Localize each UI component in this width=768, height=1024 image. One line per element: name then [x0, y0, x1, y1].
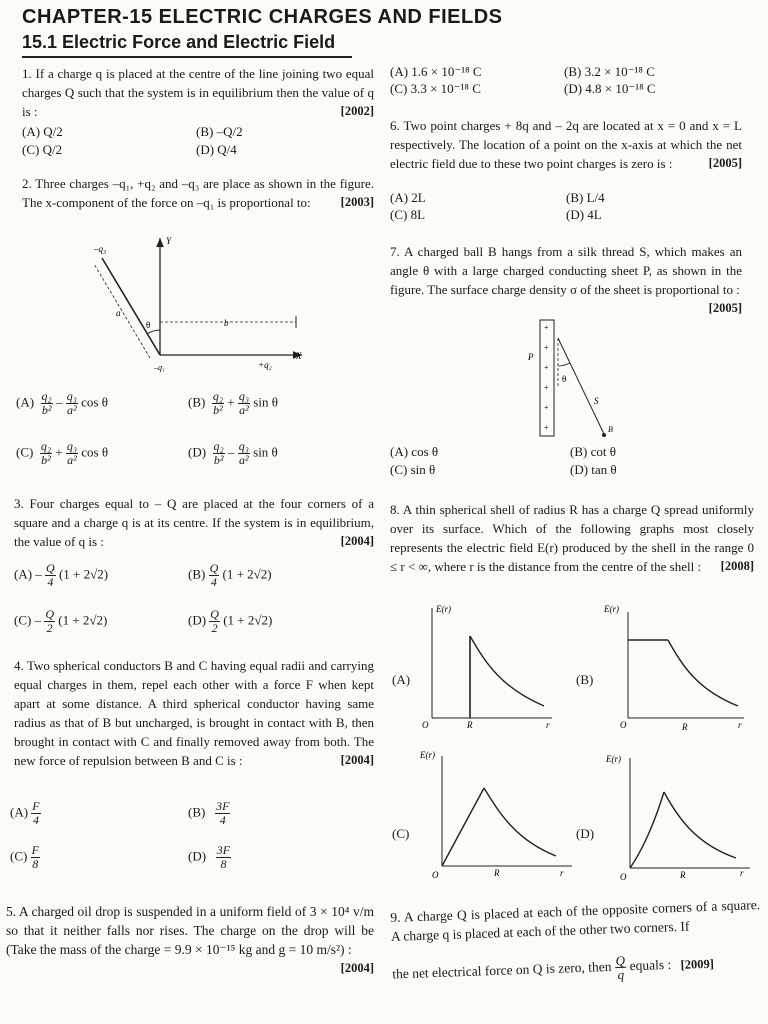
- graph-b-r-mark: R: [682, 722, 688, 732]
- q6-option-b[interactable]: (B) L/4: [566, 190, 605, 205]
- question-6: [390, 116, 742, 173]
- q5-option-a[interactable]: (A) 1.6 × 10⁻¹⁸ C: [390, 64, 482, 79]
- q4-option-c[interactable]: (C) $\frac{F}{8}$: [10, 843, 39, 871]
- q7-option-b[interactable]: (B) cot θ: [570, 444, 616, 459]
- question-2: [22, 174, 374, 212]
- question-7-text: 7. A charged ball B hangs from a silk thread S, which makes an angle θ with a large charged conducting sheet P, as shown in the figure. The surface charge density σ of the sheet is proportional to :: [390, 244, 742, 297]
- question-2-year: [2003]: [340, 195, 374, 209]
- plus-4: +: [544, 383, 549, 392]
- graph-c-r-axis: r: [560, 868, 564, 878]
- graph-d: [604, 748, 754, 884]
- q8-option-b[interactable]: (B): [576, 672, 594, 687]
- label-s: S: [594, 396, 599, 406]
- q2-option-a[interactable]: (A) $\frac{\text{q₂}}{\text{b²}}$ – $\frac{\text{q₃}}{\text{a²}}$ cos θ: [16, 389, 108, 417]
- plus-2: +: [544, 343, 549, 352]
- question-4: [14, 656, 374, 770]
- question-6-text: 6. Two point charges + 8q and – 2q are located at x = 0 and x = L respectively. The location of a point on the x-axis at which the net electric field due to these two point charges is zero is :: [390, 118, 742, 171]
- question-9-year: [2009]: [680, 956, 715, 972]
- q6-option-d[interactable]: (D) 4L: [566, 207, 602, 222]
- chapter-title: CHAPTER-15 ELECTRIC CHARGES AND FIELDS: [22, 6, 503, 28]
- label-theta: θ: [146, 320, 151, 330]
- label-p: P: [528, 352, 534, 362]
- plus-3: +: [544, 363, 549, 372]
- graph-b-origin: O: [620, 720, 627, 730]
- q5-option-b[interactable]: (B) 3.2 × 10⁻¹⁸ C: [564, 64, 655, 79]
- graph-c-ylabel: E(r): [420, 750, 435, 760]
- q8-option-d[interactable]: (D): [576, 826, 595, 841]
- graph-d-ylabel: E(r): [606, 754, 621, 764]
- graph-d-curve: [664, 792, 736, 858]
- silk-thread: [558, 338, 604, 434]
- q1-option-d[interactable]: (D) Q/4: [196, 142, 237, 157]
- question-2-text: 2. Three charges –q₁, +q₂ and –q₃ are place as shown in the figure. The x-component of the force on –q₁ is proportional to:: [22, 176, 374, 210]
- label-y: Y: [166, 236, 172, 246]
- q4-option-d[interactable]: (D) $\frac{3F}{8}$: [188, 843, 231, 871]
- graph-c-rise: [442, 788, 484, 866]
- question-3-text: 3. Four charges equal to – Q are placed at the four corners of a square and a charge q is at its centre. If the system is in equilibrium, the value of q is :: [14, 496, 374, 549]
- question-8: [390, 500, 754, 576]
- graph-a: [416, 602, 556, 734]
- question-9-frac-den: q: [617, 966, 625, 983]
- question-4-text: 4. Two spherical conductors B and C having equal radii and carrying equal charges in them, repel each other with a force F when kept apart at some distance. A third spherical conductor having same radius as that of B but uncharged, is brought in contact with B, then brought in contact with C and finally removed away from both. The new force of repulsion between B and C is :: [14, 658, 374, 768]
- question-4-year: [2004]: [340, 753, 374, 767]
- q4-option-a[interactable]: (A) $\frac{F}{4}$: [10, 799, 40, 827]
- question-5-text: 5. A charged oil drop is suspended in a uniform field of 3 × 10⁴ v/m so that it neither falls nor rises. The charge on the drop will be (Take the mass of the charge = 9.9 × 10⁻¹⁵ kg and g = 10 m/s²) :: [6, 904, 374, 957]
- theta-arc: [147, 330, 160, 334]
- question-7: [390, 242, 742, 318]
- graph-d-r-axis: r: [740, 868, 744, 878]
- q1-option-c[interactable]: (C) Q/2: [22, 142, 63, 157]
- question-6-year: [2005]: [708, 156, 742, 170]
- graph-c-r-mark: R: [494, 868, 500, 878]
- conducting-sheet: [540, 320, 554, 436]
- q4-option-b[interactable]: (B) $\frac{3F}{4}$: [188, 799, 230, 827]
- q3-option-d[interactable]: (D) $\frac{Q}{2}$ (1 + 2√2): [188, 607, 273, 635]
- graph-a-origin: O: [422, 720, 429, 730]
- q3-option-b[interactable]: (B) $\frac{Q}{4}$ (1 + 2√2): [188, 561, 272, 589]
- graph-c: [416, 748, 576, 884]
- question-5: [6, 902, 374, 978]
- graph-b-ylabel: E(r): [604, 604, 619, 614]
- q5-option-c[interactable]: (C) 3.3 × 10⁻¹⁸ C: [390, 81, 481, 96]
- question-1-year: [2002]: [340, 104, 374, 118]
- q1-option-b[interactable]: (B) –Q/2: [196, 124, 243, 139]
- q3-option-c[interactable]: (C) – $\frac{Q}{2}$ (1 + 2√2): [14, 607, 108, 635]
- graph-a-curve: [470, 636, 544, 706]
- question-5-year: [2004]: [340, 961, 374, 975]
- graph-d-origin: O: [620, 872, 627, 882]
- q3-option-a[interactable]: (A) – $\frac{Q}{4}$ (1 + 2√2): [14, 561, 109, 589]
- label-a: a: [116, 308, 121, 318]
- graph-d-r-mark: R: [680, 870, 686, 880]
- question-9-frac-num: Q: [615, 952, 626, 969]
- theta-arc-7: [558, 363, 570, 366]
- graph-d-rise: [630, 792, 664, 868]
- graph-c-curve: [484, 788, 556, 856]
- label-q1: –q₁: [154, 363, 165, 372]
- graph-a-r-mark: R: [467, 720, 473, 730]
- question-1: [22, 64, 374, 121]
- question-8-text: 8. A thin spherical shell of radius R has a charge Q spread uniformly over its surface. Which of the following graphs most closely represents the electric field E(r) produced by the shell in the range 0 ≤ r < ∞, where r is the distance from the centre of the shell :: [390, 502, 754, 574]
- question-8-year: [2008]: [720, 559, 754, 573]
- title-underline: [22, 56, 352, 58]
- q2-option-d[interactable]: (D) $\frac{\text{q₂}}{\text{b²}}$ – $\frac{\text{q₃}}{\text{a²}}$ sin θ: [188, 439, 278, 467]
- plus-1: +: [544, 323, 549, 332]
- q8-option-c[interactable]: (C): [392, 826, 410, 841]
- q6-option-c[interactable]: (C) 8L: [390, 207, 426, 222]
- charge-line: [102, 258, 160, 355]
- plus-5: +: [544, 403, 549, 412]
- q2-option-c[interactable]: (C) $\frac{\text{q₂}}{\text{b²}}$ + $\frac{\text{q₃}}{\text{a²}}$ cos θ: [16, 439, 109, 467]
- graph-c-origin: O: [432, 870, 439, 880]
- q8-option-a[interactable]: (A): [392, 672, 411, 687]
- label-b: b: [224, 318, 229, 328]
- question-1-text: 1. If a charge q is placed at the centre of the line joining two equal charges Q such that the system is in equilibrium then the value of q is :: [22, 66, 374, 119]
- label-q2: +q₂: [258, 360, 272, 370]
- question-9: [390, 895, 763, 989]
- question-7-year: [2005]: [708, 301, 742, 315]
- graph-a-r-axis: r: [546, 720, 550, 730]
- charged-ball: [602, 433, 606, 437]
- graph-b-r-axis: r: [738, 720, 742, 730]
- question-9-text-1: 9. A charge Q is placed at each of the opposite corners of a square. A charge q is placed at each of the other two corners. If: [390, 897, 761, 944]
- label-x: X: [296, 351, 302, 361]
- label-q3: –q₃: [94, 244, 107, 254]
- q5-option-d[interactable]: (D) 4.8 × 10⁻¹⁸ C: [564, 81, 656, 96]
- q2-figure: [80, 230, 310, 375]
- q7-option-d[interactable]: (D) tan θ: [570, 462, 617, 477]
- question-3-year: [2004]: [340, 534, 374, 548]
- q7-option-c[interactable]: (C) sin θ: [390, 462, 436, 477]
- plus-6: +: [544, 423, 549, 432]
- graph-b-curve: [668, 640, 738, 706]
- question-9-line-2: [392, 949, 763, 989]
- q1-option-a[interactable]: (A) Q/2: [22, 124, 63, 139]
- graph-b: [602, 602, 748, 734]
- q7-option-a[interactable]: (A) cos θ: [390, 444, 439, 459]
- q2-option-b[interactable]: (B) $\frac{\text{q₂}}{\text{b²}}$ + $\frac{\text{q₃}}{\text{a²}}$ sin θ: [188, 389, 278, 417]
- section-title: 15.1 Electric Force and Electric Field: [22, 32, 336, 52]
- q6-option-a[interactable]: (A) 2L: [390, 190, 426, 205]
- question-9-text-3: equals :: [629, 956, 672, 974]
- q7-figure: [520, 318, 630, 442]
- graph-a-ylabel: E(r): [436, 604, 451, 614]
- label-theta-7: θ: [562, 374, 567, 384]
- distance-a-marker: [94, 264, 150, 358]
- question-3: [14, 494, 374, 551]
- label-ball-b: B: [608, 425, 613, 434]
- question-9-text-2: the net electrical force on Q is zero, then: [392, 958, 612, 982]
